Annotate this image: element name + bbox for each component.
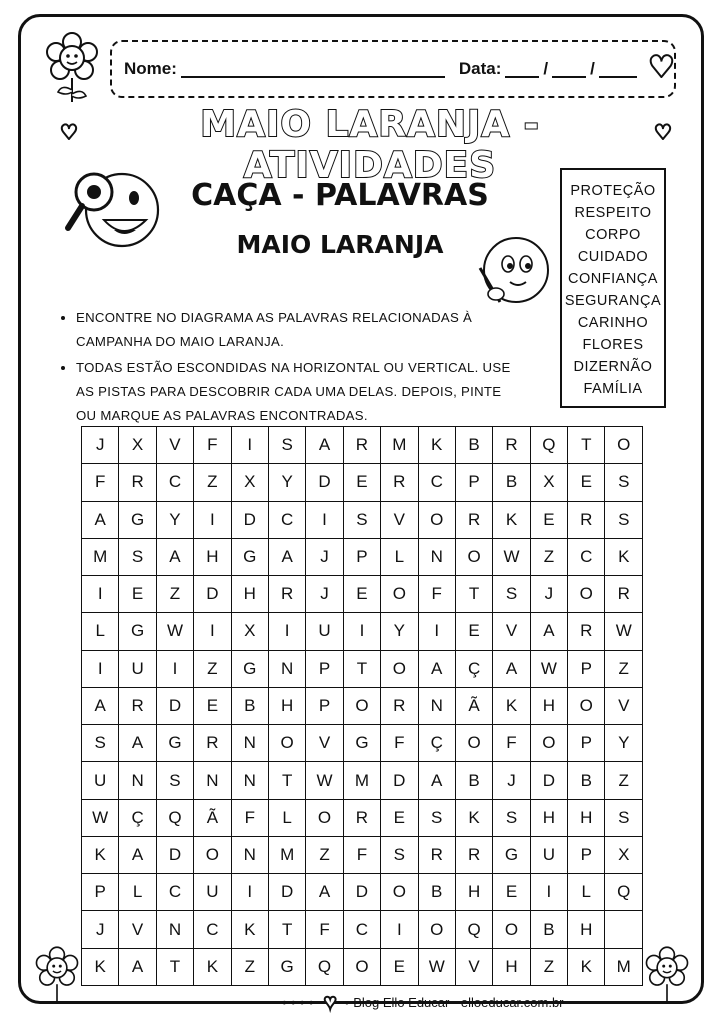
grid-cell[interactable]: U	[530, 836, 567, 873]
grid-cell[interactable]: I	[194, 613, 231, 650]
name-date-box: Nome: Data: / /	[110, 40, 676, 98]
grid-row	[82, 874, 643, 911]
grid-cell[interactable]: I	[82, 576, 119, 613]
grid-cell[interactable]: G	[119, 613, 156, 650]
grid-cell[interactable]: N	[231, 762, 268, 799]
grid-cell[interactable]: P	[343, 538, 380, 575]
grid-cell[interactable]: S	[605, 464, 643, 501]
grid-cell[interactable]: Z	[605, 650, 643, 687]
grid-cell[interactable]: R	[455, 836, 492, 873]
grid-cell[interactable]: O	[381, 650, 418, 687]
grid-cell[interactable]: E	[493, 874, 530, 911]
grid-cell[interactable]: Q	[605, 874, 643, 911]
word-list-item: FAMÍLIA	[583, 381, 643, 397]
page-title: MAIO LARANJA - ATIVIDADES	[200, 104, 540, 186]
grid-cell[interactable]: G	[268, 948, 305, 985]
grid-cell[interactable]: R	[455, 501, 492, 538]
date-day-field[interactable]	[505, 60, 539, 78]
grid-cell[interactable]: D	[530, 762, 567, 799]
grid-cell[interactable]: H	[231, 576, 268, 613]
grid-cell[interactable]: K	[605, 538, 643, 575]
grid-cell[interactable]: C	[343, 911, 380, 948]
grid-cell[interactable]: F	[381, 725, 418, 762]
grid-cell[interactable]: E	[568, 464, 605, 501]
grid-cell[interactable]: R	[343, 427, 380, 464]
grid-cell[interactable]: R	[605, 576, 643, 613]
grid-row	[82, 427, 643, 464]
grid-cell[interactable]: H	[493, 948, 530, 985]
grid-cell[interactable]: K	[493, 501, 530, 538]
grid-cell[interactable]: S	[493, 576, 530, 613]
grid-cell[interactable]: I	[343, 613, 380, 650]
grid-cell[interactable]: B	[530, 911, 567, 948]
grid-cell[interactable]: T	[156, 948, 193, 985]
grid-cell[interactable]: J	[82, 911, 119, 948]
grid-cell[interactable]: O	[418, 911, 455, 948]
grid-cell[interactable]: T	[268, 911, 305, 948]
grid-cell[interactable]: E	[343, 576, 380, 613]
grid-cell[interactable]: B	[493, 464, 530, 501]
word-list-item: RESPEITO	[574, 205, 652, 221]
dots-decoration: ••••	[282, 994, 318, 1010]
grid-cell[interactable]: V	[306, 725, 343, 762]
grid-cell[interactable]: S	[381, 836, 418, 873]
word-list-item: CARINHO	[577, 315, 649, 331]
grid-cell[interactable]: R	[381, 464, 418, 501]
grid-cell[interactable]: Z	[306, 836, 343, 873]
grid-cell[interactable]: D	[306, 464, 343, 501]
instructions	[58, 306, 518, 430]
flower-icon	[34, 944, 80, 1008]
grid-row	[82, 464, 643, 501]
grid-cell[interactable]: S	[493, 799, 530, 836]
grid-cell[interactable]: Z	[605, 762, 643, 799]
grid-cell[interactable]: C	[156, 874, 193, 911]
grid-cell[interactable]: K	[418, 427, 455, 464]
grid-cell[interactable]: Ã	[455, 687, 492, 724]
grid-cell[interactable]: O	[268, 725, 305, 762]
word-list	[560, 168, 666, 408]
grid-cell[interactable]: I	[156, 650, 193, 687]
grid-cell[interactable]: L	[119, 874, 156, 911]
grid-cell[interactable]: O	[418, 501, 455, 538]
grid-cell[interactable]: H	[268, 687, 305, 724]
grid-cell[interactable]: X	[119, 427, 156, 464]
grid-cell[interactable]: Q	[530, 427, 567, 464]
grid-cell[interactable]: E	[530, 501, 567, 538]
grid-cell[interactable]: O	[530, 725, 567, 762]
grid-cell[interactable]: A	[268, 538, 305, 575]
grid-cell[interactable]: C	[268, 501, 305, 538]
grid-cell[interactable]: N	[231, 836, 268, 873]
grid-cell[interactable]: R	[568, 501, 605, 538]
grid-cell[interactable]: U	[194, 874, 231, 911]
grid-cell[interactable]: Ç	[418, 725, 455, 762]
grid-cell[interactable]: W	[82, 799, 119, 836]
grid-cell[interactable]: B	[418, 874, 455, 911]
grid-cell[interactable]: N	[194, 762, 231, 799]
grid-cell[interactable]: B	[231, 687, 268, 724]
grid-cell[interactable]: Q	[455, 911, 492, 948]
grid-cell[interactable]: R	[343, 799, 380, 836]
grid-cell[interactable]: Q	[306, 948, 343, 985]
grid-cell[interactable]: A	[119, 725, 156, 762]
grid-cell[interactable]: S	[156, 762, 193, 799]
grid-cell[interactable]: F	[194, 427, 231, 464]
grid-cell[interactable]: W	[156, 613, 193, 650]
grid-cell[interactable]: O	[455, 725, 492, 762]
grid-cell[interactable]: Z	[194, 464, 231, 501]
grid-cell[interactable]: J	[82, 427, 119, 464]
grid-cell[interactable]: V	[119, 911, 156, 948]
date-year-field[interactable]	[599, 60, 637, 78]
date-month-field[interactable]	[552, 60, 586, 78]
grid-cell[interactable]: V	[381, 501, 418, 538]
grid-cell[interactable]: D	[194, 576, 231, 613]
grid-cell[interactable]: A	[82, 501, 119, 538]
grid-cell[interactable]: Y	[268, 464, 305, 501]
grid-cell[interactable]: L	[82, 613, 119, 650]
instruction-item: • TODAS ESTÃO ESCONDIDAS NA HORIZONTAL OU VERTICAL. USE AS PISTAS PARA DESCOBRIR CADA UMA DELAS. DEPOIS, PINTE OU MARQUE AS PALAVRAS ENCONTRADAS.	[76, 356, 518, 428]
grid-cell[interactable]: W	[530, 650, 567, 687]
grid-cell[interactable]: X	[530, 464, 567, 501]
grid-cell[interactable]: E	[381, 799, 418, 836]
grid-cell[interactable]: D	[156, 687, 193, 724]
grid-cell[interactable]: O	[381, 874, 418, 911]
grid-row	[82, 911, 643, 948]
grid-cell[interactable]: S	[343, 501, 380, 538]
activity-subtitle: MAIO LARANJA	[236, 230, 444, 259]
grid-cell[interactable]: K	[82, 836, 119, 873]
grid-cell[interactable]: Q	[156, 799, 193, 836]
grid-cell[interactable]: E	[194, 687, 231, 724]
grid-cell[interactable]: O	[306, 799, 343, 836]
grid-cell[interactable]: L	[568, 874, 605, 911]
grid-cell[interactable]: W	[418, 948, 455, 985]
grid-cell[interactable]: N	[231, 725, 268, 762]
grid-cell[interactable]: O	[605, 427, 643, 464]
grid-cell[interactable]: C	[418, 464, 455, 501]
grid-cell[interactable]: T	[568, 427, 605, 464]
word-list-item: CORPO	[585, 227, 641, 243]
flower-icon	[44, 32, 100, 104]
word-list-item: CONFIANÇA	[568, 271, 658, 287]
grid-cell[interactable]: B	[455, 762, 492, 799]
grid-cell[interactable]: N	[418, 538, 455, 575]
grid-cell[interactable]: M	[82, 538, 119, 575]
grid-cell[interactable]: T	[268, 762, 305, 799]
name-field[interactable]	[181, 60, 445, 78]
grid-cell[interactable]: M	[605, 948, 643, 985]
grid-cell[interactable]: R	[194, 725, 231, 762]
writing-emoji-icon	[470, 232, 554, 312]
grid-row	[82, 501, 643, 538]
grid-cell[interactable]: J	[306, 538, 343, 575]
grid-cell[interactable]: U	[306, 613, 343, 650]
grid-cell[interactable]: E	[381, 948, 418, 985]
grid-cell[interactable]: Z	[530, 948, 567, 985]
grid-cell[interactable]: A	[493, 650, 530, 687]
grid-cell[interactable]: A	[306, 874, 343, 911]
grid-cell[interactable]: R	[568, 613, 605, 650]
grid-cell[interactable]: S	[82, 725, 119, 762]
word-list-item: CUIDADO	[577, 249, 649, 265]
grid-cell[interactable]: Z	[231, 948, 268, 985]
grid-cell[interactable]: W	[605, 613, 643, 650]
word-list-item: SEGURANÇA	[564, 293, 662, 309]
grid-cell[interactable]: A	[418, 650, 455, 687]
grid-cell[interactable]: K	[194, 948, 231, 985]
grid-cell[interactable]: N	[418, 687, 455, 724]
grid-cell[interactable]: A	[306, 427, 343, 464]
grid-cell[interactable]: K	[568, 948, 605, 985]
grid-cell[interactable]	[605, 911, 643, 948]
grid-row	[82, 538, 643, 575]
grid-cell[interactable]: X	[231, 464, 268, 501]
grid-cell[interactable]: F	[493, 725, 530, 762]
grid-cell[interactable]: O	[343, 948, 380, 985]
grid-cell[interactable]: I	[418, 613, 455, 650]
grid-cell[interactable]: N	[156, 911, 193, 948]
heart-icon: ♥	[648, 50, 675, 85]
grid-cell[interactable]: O	[343, 687, 380, 724]
grid-cell[interactable]: A	[418, 762, 455, 799]
grid-cell[interactable]: T	[343, 650, 380, 687]
heart-icon: ♥	[654, 120, 672, 144]
grid-cell[interactable]: P	[82, 874, 119, 911]
grid-cell[interactable]: G	[231, 650, 268, 687]
grid-cell[interactable]: V	[605, 687, 643, 724]
grid-cell[interactable]: O	[568, 576, 605, 613]
grid-cell[interactable]: E	[119, 576, 156, 613]
grid-cell[interactable]: P	[568, 650, 605, 687]
grid-cell[interactable]: A	[156, 538, 193, 575]
word-list-item: DIZERNÃO	[573, 359, 653, 375]
grid-cell[interactable]: Ç	[119, 799, 156, 836]
word-list-item: FLORES	[582, 337, 644, 353]
grid-cell[interactable]: O	[381, 576, 418, 613]
grid-row	[82, 836, 643, 873]
grid-cell[interactable]: C	[568, 538, 605, 575]
grid-cell[interactable]: P	[568, 725, 605, 762]
grid-cell[interactable]: I	[82, 650, 119, 687]
grid-cell[interactable]: E	[343, 464, 380, 501]
grid-cell[interactable]: R	[418, 836, 455, 873]
grid-cell[interactable]: B	[568, 762, 605, 799]
heart-icon: ♥	[323, 989, 337, 1014]
grid-cell[interactable]: G	[156, 725, 193, 762]
grid-cell[interactable]: P	[455, 464, 492, 501]
grid-cell[interactable]: O	[455, 538, 492, 575]
grid-cell[interactable]: F	[306, 911, 343, 948]
grid-cell[interactable]: G	[119, 501, 156, 538]
grid-cell[interactable]: M	[343, 762, 380, 799]
grid-cell[interactable]: I	[231, 427, 268, 464]
grid-row	[82, 650, 643, 687]
grid-cell[interactable]: I	[231, 874, 268, 911]
grid-cell[interactable]: Y	[156, 501, 193, 538]
grid-cell[interactable]: X	[231, 613, 268, 650]
grid-cell[interactable]: P	[306, 687, 343, 724]
grid-cell[interactable]: Y	[605, 725, 643, 762]
grid-cell[interactable]: V	[493, 613, 530, 650]
grid-cell[interactable]: H	[194, 538, 231, 575]
footer: •••• ♥ • Blog Ello Educar - elloeducar.com.br	[282, 989, 564, 1014]
grid-cell[interactable]: O	[493, 911, 530, 948]
grid-cell[interactable]: G	[493, 836, 530, 873]
grid-cell[interactable]: J	[530, 576, 567, 613]
grid-cell[interactable]: M	[268, 836, 305, 873]
grid-cell[interactable]: D	[268, 874, 305, 911]
grid-cell[interactable]: J	[493, 762, 530, 799]
grid-cell[interactable]: R	[268, 576, 305, 613]
grid-cell[interactable]: H	[568, 799, 605, 836]
magnifier-emoji-icon	[62, 166, 162, 256]
grid-cell[interactable]: D	[381, 762, 418, 799]
grid-cell[interactable]: F	[231, 799, 268, 836]
grid-cell[interactable]: U	[82, 762, 119, 799]
grid-cell[interactable]: I	[530, 874, 567, 911]
grid-row	[82, 725, 643, 762]
grid-cell[interactable]: N	[119, 762, 156, 799]
grid-cell[interactable]: A	[119, 836, 156, 873]
grid-cell[interactable]: D	[156, 836, 193, 873]
grid-cell[interactable]: S	[605, 799, 643, 836]
grid-cell[interactable]: F	[343, 836, 380, 873]
grid-cell[interactable]: W	[493, 538, 530, 575]
grid-cell[interactable]: R	[119, 464, 156, 501]
date-label: Data:	[458, 59, 502, 78]
grid-cell[interactable]: S	[119, 538, 156, 575]
grid-cell[interactable]: K	[82, 948, 119, 985]
grid-cell[interactable]: U	[119, 650, 156, 687]
grid-cell[interactable]: D	[343, 874, 380, 911]
grid-cell[interactable]: S	[268, 427, 305, 464]
grid-cell[interactable]: M	[381, 427, 418, 464]
grid-cell[interactable]: H	[455, 874, 492, 911]
grid-cell[interactable]: N	[268, 650, 305, 687]
grid-cell[interactable]: Z	[530, 538, 567, 575]
grid-cell[interactable]: R	[119, 687, 156, 724]
grid-cell[interactable]: A	[530, 613, 567, 650]
grid-cell[interactable]: F	[82, 464, 119, 501]
grid-cell[interactable]: D	[231, 501, 268, 538]
grid-cell[interactable]: G	[343, 725, 380, 762]
grid-cell[interactable]: A	[119, 948, 156, 985]
grid-cell[interactable]: S	[605, 501, 643, 538]
grid-cell[interactable]: G	[231, 538, 268, 575]
grid-cell[interactable]: V	[156, 427, 193, 464]
grid-cell[interactable]: I	[381, 911, 418, 948]
grid-row	[82, 613, 643, 650]
grid-cell[interactable]: Ç	[455, 650, 492, 687]
grid-cell[interactable]: R	[493, 427, 530, 464]
footer-credit: Blog Ello Educar - elloeducar.com.br	[353, 994, 564, 1010]
name-label: Nome:	[124, 59, 177, 78]
grid-cell[interactable]: O	[568, 687, 605, 724]
grid-cell[interactable]: V	[455, 948, 492, 985]
grid-cell[interactable]: L	[268, 799, 305, 836]
grid-cell[interactable]: J	[306, 576, 343, 613]
grid-cell[interactable]: H	[530, 799, 567, 836]
grid-row	[82, 687, 643, 724]
grid-cell[interactable]: L	[381, 538, 418, 575]
grid-row	[82, 948, 643, 985]
grid-cell[interactable]: A	[82, 687, 119, 724]
word-search-grid	[81, 426, 643, 986]
grid-cell[interactable]: K	[455, 799, 492, 836]
grid-row	[82, 762, 643, 799]
grid-cell[interactable]: C	[194, 911, 231, 948]
grid-cell[interactable]: T	[455, 576, 492, 613]
grid-cell[interactable]: Z	[194, 650, 231, 687]
word-list-item: PROTEÇÃO	[570, 183, 656, 199]
grid-cell[interactable]: Z	[156, 576, 193, 613]
grid-row	[82, 799, 643, 836]
grid-cell[interactable]: F	[418, 576, 455, 613]
grid-cell[interactable]: P	[568, 836, 605, 873]
grid-cell[interactable]: Ã	[194, 799, 231, 836]
grid-cell[interactable]: Y	[381, 613, 418, 650]
grid-cell[interactable]: I	[306, 501, 343, 538]
grid-cell[interactable]: H	[568, 911, 605, 948]
instruction-item: • ENCONTRE NO DIAGRAMA AS PALAVRAS RELACIONADAS À CAMPANHA DO MAIO LARANJA.	[76, 306, 518, 354]
grid-row	[82, 576, 643, 613]
heart-icon: ♥	[60, 120, 78, 144]
grid-cell[interactable]: C	[156, 464, 193, 501]
grid-cell[interactable]: I	[268, 613, 305, 650]
grid-cell[interactable]: O	[194, 836, 231, 873]
grid-cell[interactable]: E	[455, 613, 492, 650]
grid-cell[interactable]: W	[306, 762, 343, 799]
activity-title: CAÇA - PALAVRAS	[191, 178, 489, 213]
grid-cell[interactable]: X	[605, 836, 643, 873]
grid-cell[interactable]: B	[455, 427, 492, 464]
grid-cell[interactable]: H	[530, 687, 567, 724]
grid-cell[interactable]: K	[231, 911, 268, 948]
grid-cell[interactable]: S	[418, 799, 455, 836]
grid-cell[interactable]: P	[306, 650, 343, 687]
grid-cell[interactable]: R	[381, 687, 418, 724]
grid-cell[interactable]: K	[493, 687, 530, 724]
grid-cell[interactable]: I	[194, 501, 231, 538]
